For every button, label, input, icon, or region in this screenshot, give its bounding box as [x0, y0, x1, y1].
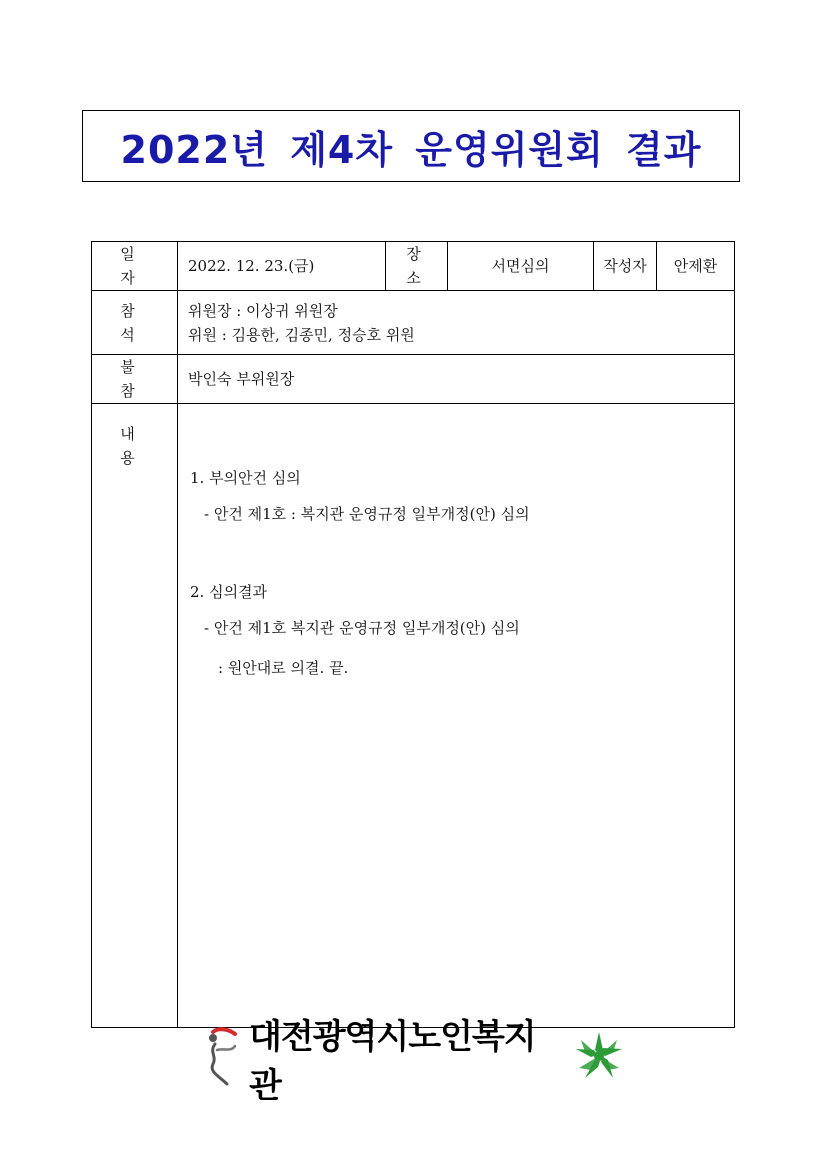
place-label: 장 소 — [386, 242, 448, 291]
writer-value: 안제환 — [657, 242, 735, 291]
green-star-emblem-icon — [573, 1030, 625, 1086]
attend-chair: 위원장 : 이상귀 위원장 — [188, 301, 338, 320]
writer-label: 작성자 — [594, 242, 657, 291]
section-1-title: 1. 부의안건 심의 — [190, 469, 301, 487]
content-label: 내 용 — [92, 404, 178, 1028]
date-row — [92, 242, 735, 291]
absent-label: 불 참 — [92, 355, 178, 404]
attend-label: 참 석 — [92, 291, 178, 355]
organization-name: 대전광역시노인복지관 — [249, 1017, 536, 1106]
running-figure-logo-icon — [205, 1026, 241, 1090]
section-2-title: 2. 심의결과 — [190, 583, 268, 601]
section-2-result: : 원안대로 의결. 끝. — [218, 659, 349, 677]
info-table — [91, 241, 735, 1028]
attend-cell — [178, 291, 735, 355]
section-1-item: - 안건 제1호 : 복지관 운영규정 일부개정(안) 심의 — [204, 505, 530, 523]
footer — [205, 1017, 625, 1106]
content-body — [178, 404, 735, 1028]
section-gap — [190, 534, 724, 576]
section-2-item: - 안건 제1호 복지관 운영규정 일부개정(안) 심의 — [204, 619, 520, 637]
absent-row — [92, 355, 735, 404]
attend-members: 위원 : 김용한, 김종민, 정승호 위원 — [188, 325, 415, 344]
date-label: 일 자 — [92, 242, 178, 291]
content-row — [92, 404, 735, 1028]
place-value: 서면심의 — [448, 242, 594, 291]
document-title: 2022년 제4차 운영위원회 결과 — [120, 127, 702, 172]
title-box — [82, 110, 740, 182]
attend-row — [92, 291, 735, 355]
date-value: 2022. 12. 23.(금) — [178, 242, 386, 291]
absent-value: 박인숙 부위원장 — [178, 355, 735, 404]
